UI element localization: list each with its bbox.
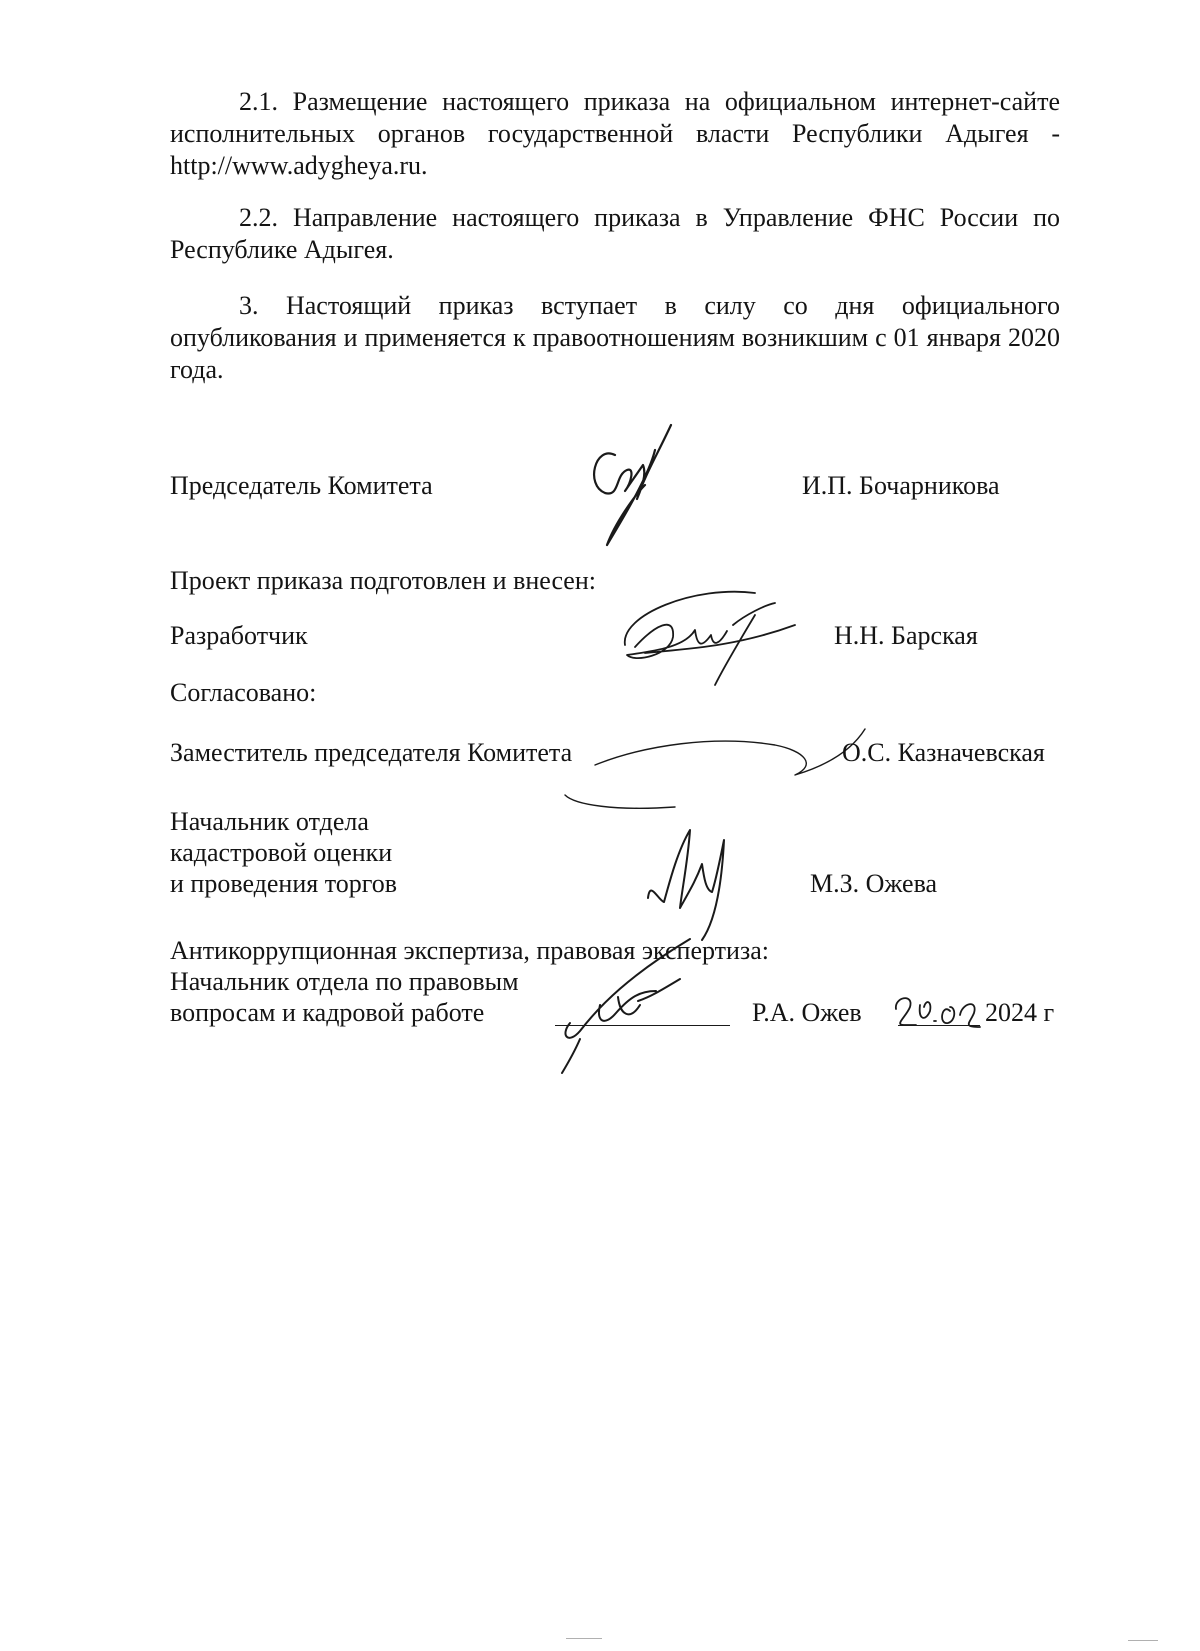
chairman-signature	[585, 415, 695, 555]
deputy-name: О.С. Казначевская	[842, 738, 1045, 767]
legal-head-name: Р.А. Ожев	[752, 998, 862, 1027]
department-head-title-line-3: и проведения торгов	[170, 869, 398, 898]
developer-name: Н.Н. Барская	[834, 621, 978, 650]
paragraph-3: 3. Настоящий приказ вступает в силу со дня официального опубликования и применяется к правоотношениям возникшим с 01 января 2020 года.	[170, 291, 1060, 384]
department-head-title-line-1: Начальник отдела	[170, 807, 369, 836]
developer-signature	[615, 585, 805, 695]
scan-artifact	[566, 1638, 602, 1639]
developer-title: Разработчик	[170, 621, 308, 650]
date-year: 2024 г	[985, 998, 1055, 1027]
chairman-name: И.П. Бочарникова	[802, 471, 1000, 500]
agreed-label: Согласовано:	[170, 678, 317, 707]
expertise-header: Антикоррупционная экспертиза, правовая экспертиза:	[170, 936, 769, 965]
department-head-name: М.З. Ожева	[810, 869, 938, 898]
legal-head-title-line-1: Начальник отдела по правовым	[170, 967, 519, 996]
scan-artifact	[1128, 1640, 1158, 1641]
department-head-signature	[640, 820, 750, 950]
department-head-title-line-2: кадастровой оценки	[170, 838, 393, 867]
prepared-by-label: Проект приказа подготовлен и внесен:	[170, 566, 596, 595]
chairman-title: Председатель Комитета	[170, 471, 433, 500]
handwritten-date	[890, 985, 990, 1035]
deputy-signature	[555, 715, 875, 825]
deputy-title: Заместитель председателя Комитета	[170, 738, 573, 767]
paragraph-2-1: 2.1. Размещение настоящего приказа на официальном интернет-сайте исполнительных органов государственной власти Республики Адыгея - http://www.adygheya.ru.	[170, 87, 1060, 180]
legal-head-signature	[560, 935, 740, 1075]
paragraph-2-2: 2.2. Направление настоящего приказа в Управление ФНС России по Республике Адыгея.	[170, 203, 1060, 264]
legal-head-title-line-2: вопросам и кадровой работе	[170, 998, 485, 1027]
